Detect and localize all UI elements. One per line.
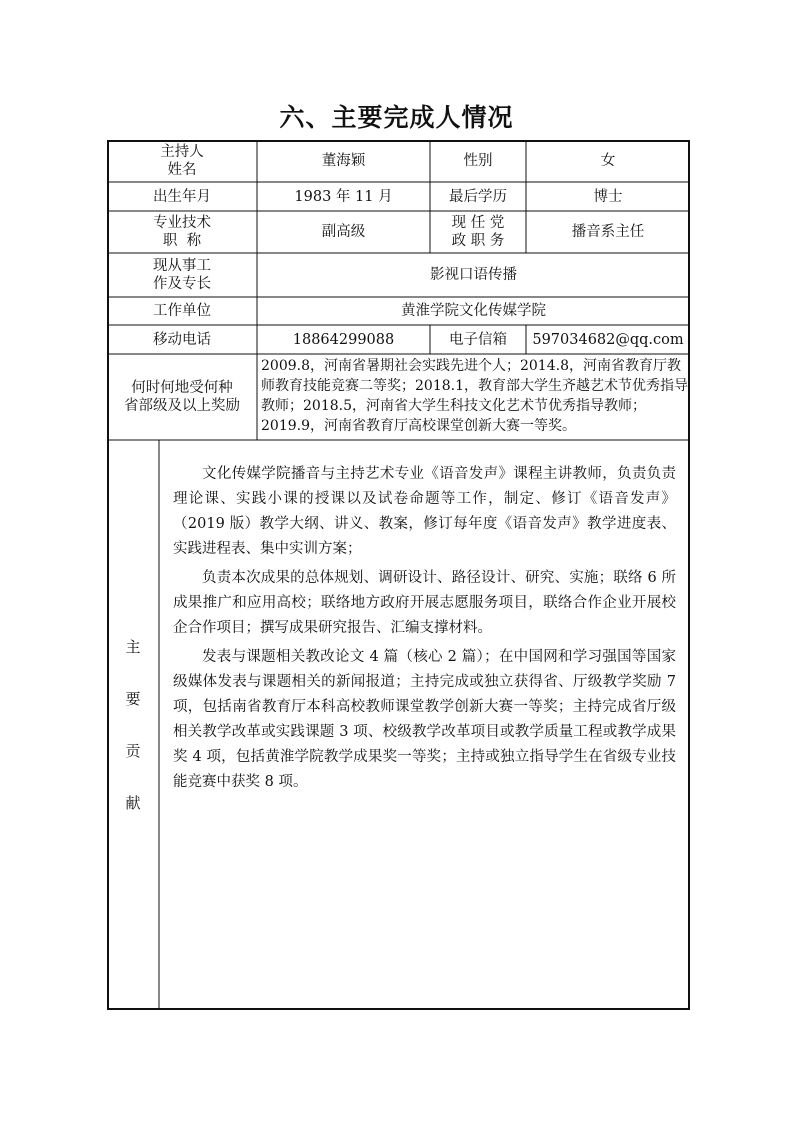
name-value: 董海颖 xyxy=(321,153,366,169)
birth-label: 出生年月 xyxy=(153,188,211,205)
contribution-side-char: 献 xyxy=(125,794,141,812)
tech-title-label: 专业技术 职 称 xyxy=(153,215,211,249)
contribution-paragraph: 发表与课题相关教改论文 4 篇（核心 2 篇）；在中国网和学习强国等国家级媒体发表与课题相关的新闻报道；主持完成或独立获得省、厅级教学奖励 7 项，包括南省教育厅本科高校教师课堂教学创新大赛一等奖；主持完成省厅级相关教学改革或实践课题 3 项、校级教学改革项目或教学质量工程或教学成果奖 4 项，包括黄淮学院教学成果奖一等奖；主持或独立指导学生在省级专业技能竞赛中获奖 8 项。 xyxy=(173,649,676,790)
contribution-side-char: 贡 xyxy=(125,742,141,760)
email-value: 597034682@qq.com xyxy=(532,331,684,348)
work-label: 现从事工 作及专长 xyxy=(153,258,211,292)
post-value: 播音系主任 xyxy=(571,224,645,240)
contribution-side-char: 主 xyxy=(125,638,141,656)
degree-label: 最后学历 xyxy=(449,188,507,205)
contribution-side-char: 要 xyxy=(125,690,141,708)
tech-title-value: 副高级 xyxy=(321,224,366,240)
contribution-paragraph: 负责本次成果的总体规划、调研设计、路径设计、研究、实施；联络 6 所成果推广和应用高校；联络地方政府开展志愿服务项目，联络合作企业开展校企合作项目；撰写成果研究报告、汇编支撑材料。 xyxy=(173,570,676,636)
unit-value: 黄淮学院文化传媒学院 xyxy=(401,303,546,319)
phone-value: 18864299088 xyxy=(292,331,395,348)
personnel-info-table xyxy=(107,140,690,1010)
awards-value: 2009.8，河南省暑期社会实践先进个人；2014.8，河南省教育厅教师教育技能竞赛二等奖；2018.1，教育部大学生齐越艺术节优秀指导教师；2018.5，河南省大学生科技文化艺术节优秀指导教师；2019.9，河南省教育厅高校课堂创新大赛一等奖。 xyxy=(261,358,688,434)
awards-label: 何时何地受何种 省部级及以上奖励 xyxy=(124,380,240,414)
phone-label: 移动电话 xyxy=(153,331,211,348)
unit-label: 工作单位 xyxy=(153,303,211,319)
post-label: 现 任 党 政 职 务 xyxy=(451,215,505,249)
work-value: 影视口语传播 xyxy=(430,267,517,283)
contribution-paragraph: 文化传媒学院播音与主持艺术专业《语音发声》课程主讲教师，负责负责理论课、实践小课的授课以及试卷命题等工作，制定、修订《语音发声》（2019 版）教学大纲、讲义、教案，修订每年度《语音发声》教学进度表、实践进程表、集中实训方案； xyxy=(173,466,676,557)
gender-value: 女 xyxy=(600,153,616,169)
host-name-label: 主持人 姓名 xyxy=(160,144,204,178)
gender-label: 性别 xyxy=(463,153,493,169)
email-label: 电子信箱 xyxy=(449,331,507,348)
page-title: 六、主要完成人情况 xyxy=(279,103,514,132)
birth-value: 1983 年 11 月 xyxy=(294,188,393,205)
degree-value: 博士 xyxy=(593,188,623,205)
table-borders xyxy=(107,140,690,1010)
